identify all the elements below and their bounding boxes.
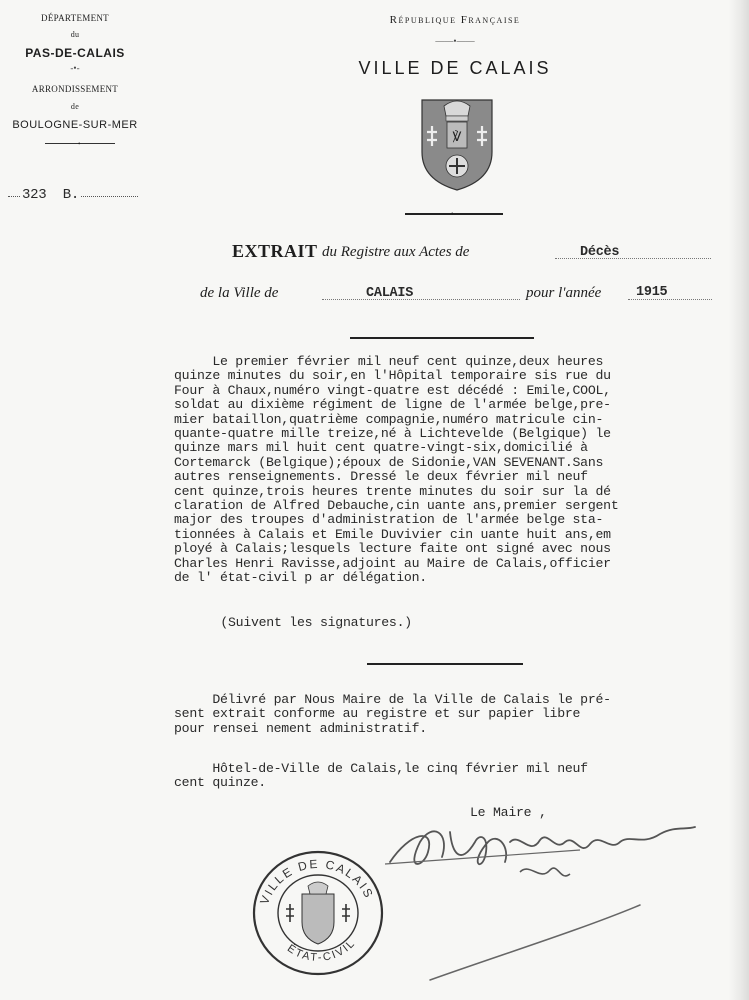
delivery-line: Délivré par Nous Maire de la Ville de Calais le pré- xyxy=(174,692,611,707)
ornament-divider: -•- xyxy=(70,63,80,73)
seal-text-top: VILLE DE CALAIS xyxy=(257,856,377,907)
handwritten-signature xyxy=(380,812,710,902)
signatures-note: (Suivent les signatures.) xyxy=(205,615,412,630)
body-line: ployé à Calais;lesquels lecture faite ont signé avec nous xyxy=(174,541,611,557)
body-line: Cortemarck (Belgique);époux de Sidonie,VAN SEVENANT.Sans xyxy=(174,454,604,470)
delivery-paragraph xyxy=(174,693,726,736)
year-value: 1915 xyxy=(636,285,668,300)
city-title: VILLE DE CALAIS xyxy=(358,58,552,78)
annee-label: pour l'année xyxy=(526,285,602,301)
act-body xyxy=(174,355,726,586)
body-line: de l' état-civil p ar délégation. xyxy=(174,570,427,586)
text-top-rule xyxy=(350,337,534,339)
body-line: Le premier février mil neuf cent quinze,deux heures xyxy=(174,354,604,369)
body-line: cent quinze,trois heures trente minutes du soir sur la dé xyxy=(174,483,611,499)
body-line: mier bataillon,quatrième compagnie,numéro matricule cin- xyxy=(174,411,604,427)
center-ornament: ——•—— xyxy=(435,36,475,46)
body-line: soldat au dixième régiment de ligne de l'armée belge,pre- xyxy=(174,397,611,413)
signatory-title: Le Maire , xyxy=(470,805,547,820)
body-line: Charles Henri Ravisse,adjoint au Maire de Calais,officier xyxy=(174,555,611,571)
arrondissement-label: ARRONDISSEMENT xyxy=(31,84,119,94)
svg-text:℣: ℣ xyxy=(452,129,462,144)
seal-text-bottom: ÉTAT-CIVIL xyxy=(284,936,359,965)
acte-type-line xyxy=(555,258,711,259)
departement-label: DÉPARTEMENT xyxy=(41,13,109,23)
left-rule-dot: • xyxy=(78,140,81,148)
place-date-line: cent quinze. xyxy=(174,775,266,791)
body-line: tionnées à Calais et Emile Duvivier cin uante huit ans,em xyxy=(174,526,611,542)
city-value-line xyxy=(322,299,520,300)
ville-label: de la Ville de xyxy=(200,285,279,301)
arrondissement-name: BOULOGNE-SUR-MER xyxy=(12,119,138,131)
departement-name: PAS-DE-CALAIS xyxy=(25,46,125,60)
reference-number: 323 B. xyxy=(22,187,80,203)
body-line: major des troupes d'administration de l'armée belge sta- xyxy=(174,512,604,528)
extrait-heading: EXTRAIT xyxy=(232,241,318,261)
body-line: quante-quatre mille treize,né à Lichtevelde (Belgique) le xyxy=(174,426,611,442)
body-line: quinze mars mil huit cent quatre-vingt-six,domicilié à xyxy=(174,440,588,456)
du-label: du xyxy=(70,30,80,39)
page-edge-shadow xyxy=(729,0,749,1000)
registre-label: du Registre aux Actes de xyxy=(322,244,470,260)
republic-title: République Française xyxy=(389,14,521,26)
place-date-paragraph xyxy=(174,762,726,791)
signature-flourish xyxy=(420,900,650,985)
arms-rule-dot: • xyxy=(451,210,454,218)
middle-rule xyxy=(367,663,523,665)
delivery-line: pour rensei nement administratif. xyxy=(174,720,427,736)
de-label: de xyxy=(70,102,80,111)
city-value: CALAIS xyxy=(366,286,414,301)
acte-type-value: Décès xyxy=(580,245,620,260)
body-line: Four à Chaux,numéro vingt-quatre est décédé : Emile,COOL, xyxy=(174,382,611,398)
body-line: claration de Alfred Debauche,cin uante ans,premier sergent xyxy=(174,498,619,514)
body-line: autres renseignements. Dressé le deux février mil neuf xyxy=(174,469,588,485)
delivery-line: sent extrait conforme au registre et sur papier libre xyxy=(174,706,581,722)
body-line: quinze minutes du soir,en l'Hôpital temporaire sis rue du xyxy=(174,368,611,384)
city-seal-stamp xyxy=(250,848,386,978)
arms-rule xyxy=(405,213,503,215)
place-date-line: Hôtel-de-Ville de Calais,le cinq février mil neuf xyxy=(174,761,588,776)
coat-of-arms-icon xyxy=(418,94,496,192)
